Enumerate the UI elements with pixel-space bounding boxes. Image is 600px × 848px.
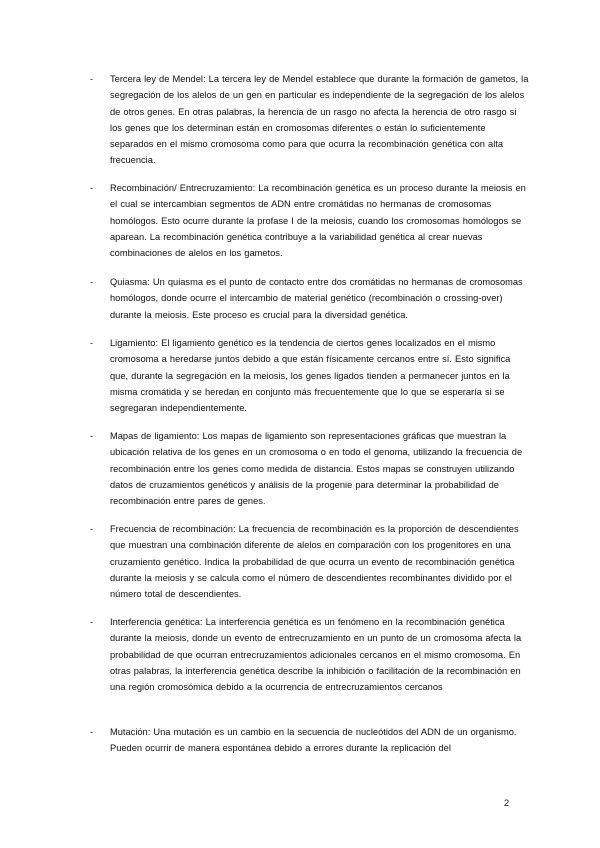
list-bullet: - xyxy=(90,431,94,441)
list-bullet: - xyxy=(90,183,94,193)
term: Quiasma: xyxy=(110,277,150,287)
list-item-mutacion xyxy=(90,724,530,757)
list-bullet: - xyxy=(90,338,94,348)
definition: La frecuencia de recombinación es la proporción de descendientes que muestran una combinación diferente de alelos en comparación con los progenitores en una cruzamiento genético. Indica la probabilidad de que ocurra un evento de recombinación genética durante la meiosis y se calcula como el número de descendientes recombinantes dividido por el número total de descendientes. xyxy=(110,524,519,600)
list-bullet: - xyxy=(90,74,94,84)
list-item-text xyxy=(110,274,530,323)
term: Ligamiento: xyxy=(110,338,159,348)
definition: El ligamiento genético es la tendencia de ciertos genes localizados en el mismo cromosoma a heredarse juntos debido a que están físicamente cercanos entre sí. Esto significa que, durante la segregación en la meiosis, los genes ligados tienden a permanecer juntos en la misma cromátida y se heredan en conjunto más frecuentemente que lo que se esperaría si se segregaran independientemente. xyxy=(110,338,511,414)
list-item-text xyxy=(110,335,530,416)
list-item-mapas-ligamiento xyxy=(90,428,530,509)
term: Recombinación/ Entrecruzamiento: xyxy=(110,183,256,193)
list-item-text xyxy=(110,724,530,757)
page-number: 2 xyxy=(504,798,510,808)
list-item-text xyxy=(110,71,530,169)
list-bullet: - xyxy=(90,524,94,534)
list-item-recombinacion xyxy=(90,180,530,261)
list-item-quiasma xyxy=(90,274,530,323)
term: Mutación: xyxy=(110,727,151,737)
list-item-interferencia-genetica xyxy=(90,614,530,695)
definition: Los mapas de ligamiento son representaciones gráficas que muestran la ubicación relativa de los genes en un cromosoma o en todo el genoma, utilizando la frecuencia de recombinación entre los genes como medida de distancia. Estos mapas se construyen utilizando datos de cruzamientos genéticos y análisis de la progenie para determinar la probabilidad de recombinación entre pares de genes. xyxy=(110,431,523,507)
definition: La tercera ley de Mendel establece que durante la formación de gametos, la segregación de los alelos de un gen en particular es independiente de la segregación de los alelos de otros genes. En otras palabras, la herencia de un rasgo no afecta la herencia de otro rasgo si los genes que los determinan están en cromosomas diferentes o están lo suficientemente separados en el mismo cromosoma como para que ocurra la recombinación genética con alta frecuencia. xyxy=(110,74,529,166)
list-item-text xyxy=(110,428,530,509)
term: Frecuencia de recombinación: xyxy=(110,524,236,534)
list-item-text xyxy=(110,180,530,261)
list-item-tercera-ley xyxy=(90,71,530,169)
list-bullet: - xyxy=(90,727,94,737)
definition: La interferencia genética es un fenómeno en la recombinación genética durante la meiosis, donde un evento de entrecruzamiento en un punto de un cromosoma afecta la probabilidad de que ocurran entrecruzamientos adicionales cercanos en el mismo cromosoma. En otras palabras, la interferencia genética describe la inhibición o facilitación de la recombinación en una región cromosómica debido a la ocurrencia de entrecruzamientos cercanos xyxy=(110,617,522,693)
term: Mapas de ligamiento: xyxy=(110,431,200,441)
definition: La recombinación genética es un proceso durante la meiosis en el cual se intercambian segmentos de ADN entre cromátidas no hermanas de cromosomas homólogos. Esto ocurre durante la profase I de la meiosis, cuando los cromosomas homólogos se aparean. La recombinación genética contribuye a la variabilidad genética al crear nuevas combinaciones de alelos en los gametos. xyxy=(110,183,526,259)
list-item-ligamiento xyxy=(90,335,530,416)
term: Interferencia genética: xyxy=(110,617,203,627)
term: Tercera ley de Mendel: xyxy=(110,74,206,84)
list-item-frecuencia-recombinacion xyxy=(90,521,530,602)
list-bullet: - xyxy=(90,617,94,627)
definition: Un quiasma es el punto de contacto entre dos cromátidas no hermanas de cromosomas homólogos, donde ocurre el intercambio de material genético (recombinación o crossing-over) durante la meiosis. Este proceso es crucial para la diversidad genética. xyxy=(110,277,523,320)
list-bullet: - xyxy=(90,277,94,287)
definition: Una mutación es un cambio en la secuencia de nucleótidos del ADN de un organismo. Pueden ocurrir de manera espontánea debido a errores durante la replicación del xyxy=(110,727,517,754)
list-item-text xyxy=(110,614,530,695)
list-item-text xyxy=(110,521,530,602)
